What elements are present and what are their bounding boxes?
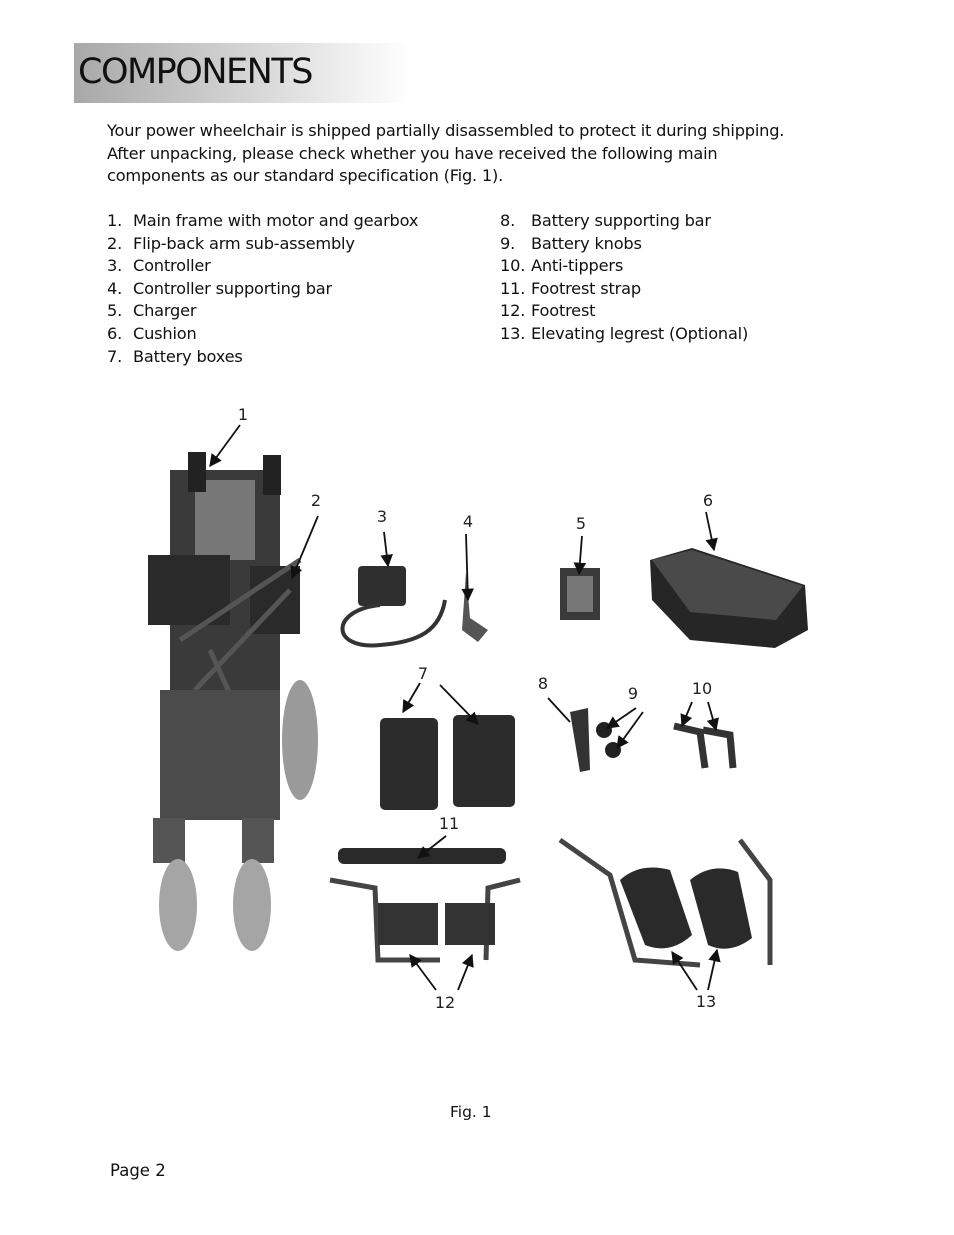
component-number: 12. [500, 301, 526, 321]
arrow-8 [548, 698, 570, 722]
component-number: 3. [107, 256, 123, 276]
component-number: 8. [500, 211, 516, 230]
component-number: 5. [107, 301, 123, 321]
component-label: Cushion [133, 323, 197, 343]
component-label: Elevating legrest (Optional) [531, 323, 749, 343]
cushion-illustration [650, 548, 808, 648]
figure-caption: Fig. 1 [450, 1103, 492, 1121]
battery-boxes-illustration [380, 715, 515, 810]
component-label: Battery boxes [133, 346, 243, 366]
anti-tippers-illustration [674, 726, 733, 768]
callout-label: 12 [434, 993, 456, 1012]
component-label: Controller supporting bar [133, 278, 332, 298]
arrow-10a [682, 702, 692, 726]
component-label: Footrest strap [531, 278, 641, 298]
wheelchair-frame-illustration [148, 452, 318, 951]
callout-label: 6 [702, 491, 714, 510]
charger-illustration [560, 568, 600, 620]
component-number: 13. [500, 323, 526, 343]
component-label: Controller [133, 256, 211, 276]
arrow-13a [672, 952, 697, 990]
component-number: 2. [107, 233, 123, 253]
component-label: Battery knobs [531, 233, 642, 253]
controller-illustration [343, 566, 446, 645]
component-number: 4. [107, 278, 123, 298]
component-number: 9. [500, 233, 516, 253]
elevating-legrest-illustration [560, 840, 770, 965]
callout-label: 4 [462, 512, 474, 531]
component-label: Charger [133, 301, 197, 321]
callout-label: 9 [627, 684, 639, 703]
component-label: Flip-back arm sub-assembly [133, 233, 355, 253]
component-number: 11. [500, 278, 526, 298]
arrow-6 [706, 512, 714, 550]
page-number: Page 2 [110, 1161, 166, 1180]
callout-label: 7 [417, 664, 429, 683]
arrow-13b [708, 950, 717, 990]
callout-label: 11 [438, 814, 460, 833]
footrest-illustration [330, 880, 520, 960]
component-label: Anti-tippers [531, 256, 624, 276]
component-label: Main frame with motor and gearbox [133, 211, 419, 230]
callout-label: 13 [695, 992, 717, 1011]
component-label: Battery supporting bar [531, 211, 711, 230]
arrow-9a [607, 708, 636, 728]
arrow-1 [210, 425, 240, 466]
battery-bar-illustration [570, 708, 590, 772]
component-label: Footrest [531, 301, 596, 321]
callout-label: 1 [237, 405, 249, 424]
intro-line: Your power wheelchair is shipped partially disassembled to protect it during shipping. [107, 121, 785, 140]
arrow-12b [458, 955, 472, 990]
callout-label: 10 [691, 679, 713, 698]
arrow-10b [708, 702, 716, 730]
component-number: 7. [107, 346, 123, 366]
arrow-7a [403, 683, 420, 712]
intro-line: components as our standard specification (Fig. 1). [107, 166, 504, 186]
controller-bar-illustration [462, 572, 488, 642]
callout-label: 5 [575, 514, 587, 533]
intro-line: After unpacking, please check whether you have received the following main [107, 143, 718, 163]
arrow-3 [384, 532, 388, 566]
callout-label: 8 [537, 674, 549, 693]
component-number: 1. [107, 211, 123, 230]
component-number: 6. [107, 323, 123, 343]
component-number: 10. [500, 256, 526, 276]
page-title: COMPONENTS [78, 52, 312, 92]
callout-label: 3 [376, 507, 388, 526]
arrow-2 [292, 516, 318, 578]
callout-label: 2 [310, 491, 322, 510]
